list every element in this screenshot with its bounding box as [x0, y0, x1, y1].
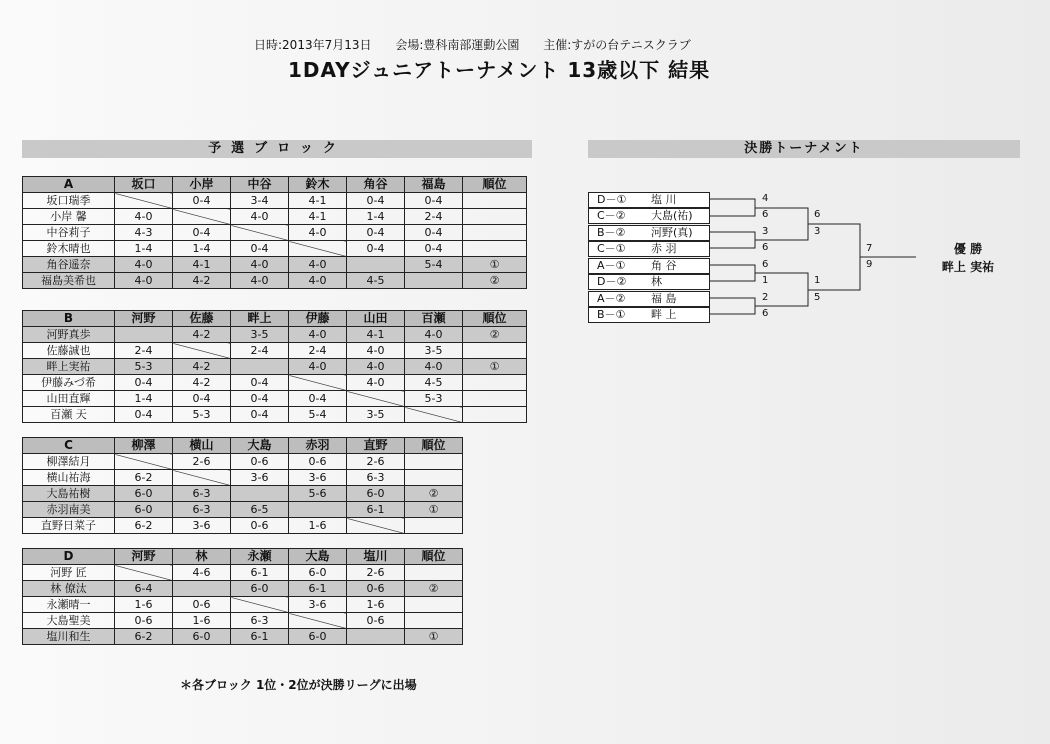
score-cell: 4-0 [405, 359, 463, 375]
score-cell: 4-0 [231, 257, 289, 273]
score-cell: 2-4 [231, 343, 289, 359]
bracket-player: 赤 羽 [651, 242, 677, 255]
score-cell: 4-2 [173, 375, 231, 391]
score-cell: 0-6 [347, 613, 405, 629]
player-name: 河野 匠 [23, 565, 115, 581]
score-cell: 0-4 [405, 225, 463, 241]
score-cell: 0-4 [115, 375, 173, 391]
player-name: 河野真歩 [23, 327, 115, 343]
player-name: 山田直輝 [23, 391, 115, 407]
score-cell: 4-0 [347, 343, 405, 359]
event-date: 日時:2013年7月13日 [254, 38, 372, 52]
score-cell: 4-0 [347, 375, 405, 391]
score-cell: 4-2 [173, 359, 231, 375]
score-cell: 6-2 [115, 629, 173, 645]
player-name: 林 僚汰 [23, 581, 115, 597]
rank-cell: ① [405, 502, 463, 518]
score-cell: 3-5 [231, 327, 289, 343]
score-cell: 4-0 [289, 273, 347, 289]
score-cell: 4-1 [289, 209, 347, 225]
score-cell: 6-1 [231, 565, 289, 581]
score-cell: 4-0 [231, 273, 289, 289]
column-header: 直野 [347, 438, 405, 454]
score-cell: 4-0 [115, 273, 173, 289]
bracket-score: 1 [762, 275, 769, 286]
column-header: 中谷 [231, 177, 289, 193]
block-label: D [23, 549, 115, 565]
event-venue: 会場:豊科南部運動公園 [395, 38, 520, 52]
column-header: 河野 [115, 549, 173, 565]
score-cell: 2-4 [289, 343, 347, 359]
score-cell: 0-4 [173, 225, 231, 241]
column-header: 大島 [289, 549, 347, 565]
column-header: 角谷 [347, 177, 405, 193]
player-name: 直野日菜子 [23, 518, 115, 534]
score-cell: 1-6 [115, 597, 173, 613]
player-name: 伊藤みづ希 [23, 375, 115, 391]
score-cell: 6-1 [289, 581, 347, 597]
score-cell: 0-4 [231, 407, 289, 423]
bracket-score: 9 [866, 259, 873, 270]
rank-header: 順位 [463, 311, 527, 327]
winner-label: 優 勝 [953, 242, 983, 256]
score-cell: 0-4 [173, 391, 231, 407]
score-cell: 0-4 [289, 391, 347, 407]
rank-cell: ② [463, 273, 527, 289]
score-cell: 0-4 [405, 241, 463, 257]
score-cell: 4-0 [115, 257, 173, 273]
rank-header: 順位 [405, 438, 463, 454]
player-name: 百瀬 天 [23, 407, 115, 423]
score-cell: 4-0 [289, 257, 347, 273]
bracket-player: 畔 上 [651, 308, 677, 321]
score-cell: 6-3 [173, 486, 231, 502]
score-cell: 0-4 [231, 241, 289, 257]
score-cell: 2-6 [347, 454, 405, 470]
column-header: 小岸 [173, 177, 231, 193]
score-cell: 6-0 [231, 581, 289, 597]
column-header: 林 [173, 549, 231, 565]
score-cell: 0-6 [173, 597, 231, 613]
bracket-player: 河野(真) [651, 226, 693, 239]
score-cell: 2-6 [347, 565, 405, 581]
bracket-seed: C－① [597, 242, 626, 255]
footnote: ＊各ブロック 1位・2位が決勝リーグに出場 [180, 678, 417, 692]
score-cell: 1-4 [115, 241, 173, 257]
prelim-header: 予選ブロック [22, 140, 532, 158]
score-cell: 6-0 [347, 486, 405, 502]
bracket-seed: A－② [597, 292, 626, 305]
score-cell: 4-0 [115, 209, 173, 225]
bracket-player: 大島(祐) [651, 209, 693, 222]
column-header: 山田 [347, 311, 405, 327]
bracket-score: 6 [762, 209, 769, 220]
column-header: 畔上 [231, 311, 289, 327]
score-cell: 0-4 [231, 375, 289, 391]
winner-name: 畔上 実祐 [941, 260, 995, 274]
score-cell: 4-6 [173, 565, 231, 581]
bracket-score: 6 [814, 209, 821, 220]
score-cell: 0-6 [347, 581, 405, 597]
score-cell: 6-0 [289, 565, 347, 581]
player-name: 塩川和生 [23, 629, 115, 645]
score-cell: 1-6 [173, 613, 231, 629]
score-cell: 4-0 [289, 359, 347, 375]
score-cell: 3-6 [289, 597, 347, 613]
column-header: 横山 [173, 438, 231, 454]
bracket-score: 2 [762, 292, 769, 303]
score-cell: 6-5 [231, 502, 289, 518]
score-cell: 4-1 [347, 327, 405, 343]
score-cell: 0-4 [347, 193, 405, 209]
bracket-seed: D－② [597, 275, 627, 288]
final-header: 決勝トーナメント [588, 140, 1020, 158]
score-cell: 6-3 [173, 502, 231, 518]
score-cell: 0-6 [289, 454, 347, 470]
bracket-player: 塩 川 [651, 193, 677, 206]
player-name: 横山祐海 [23, 470, 115, 486]
rank-cell: ① [463, 257, 527, 273]
score-cell: 6-3 [231, 613, 289, 629]
player-name: 大島祐樹 [23, 486, 115, 502]
score-cell: 0-4 [173, 193, 231, 209]
bracket-player: 林 [651, 275, 662, 288]
column-header: 塩川 [347, 549, 405, 565]
rank-cell: ① [463, 359, 527, 375]
score-cell: 2-4 [115, 343, 173, 359]
column-header: 赤羽 [289, 438, 347, 454]
column-header: 永瀬 [231, 549, 289, 565]
score-cell: 5-4 [289, 407, 347, 423]
player-name: 中谷莉子 [23, 225, 115, 241]
player-name: 畔上実祐 [23, 359, 115, 375]
score-cell: 5-4 [405, 257, 463, 273]
player-name: 佐藤誠也 [23, 343, 115, 359]
score-cell: 0-4 [231, 391, 289, 407]
score-cell: 3-6 [231, 470, 289, 486]
block-label: B [23, 311, 115, 327]
score-cell: 4-1 [173, 257, 231, 273]
score-cell: 0-6 [115, 613, 173, 629]
score-cell: 0-4 [347, 225, 405, 241]
score-cell: 6-3 [347, 470, 405, 486]
score-cell: 3-4 [231, 193, 289, 209]
bracket-score: 1 [814, 275, 821, 286]
score-cell: 6-1 [347, 502, 405, 518]
score-cell: 5-6 [289, 486, 347, 502]
player-name: 小岸 馨 [23, 209, 115, 225]
score-cell: 0-4 [405, 193, 463, 209]
column-header: 福島 [405, 177, 463, 193]
score-cell: 4-0 [289, 225, 347, 241]
score-cell: 4-5 [347, 273, 405, 289]
bracket-score: 3 [814, 226, 821, 237]
bracket-seed: D－① [597, 193, 627, 206]
bracket-player: 福 島 [651, 292, 677, 305]
score-cell: 6-0 [289, 629, 347, 645]
column-header: 伊藤 [289, 311, 347, 327]
rank-header: 順位 [463, 177, 527, 193]
score-cell: 4-1 [289, 193, 347, 209]
score-cell: 3-6 [173, 518, 231, 534]
column-header: 鈴木 [289, 177, 347, 193]
rank-header: 順位 [405, 549, 463, 565]
event-host: 主催:すがの台テニスクラブ [543, 38, 691, 52]
player-name: 赤羽南美 [23, 502, 115, 518]
score-cell: 3-6 [289, 470, 347, 486]
score-cell: 6-0 [115, 486, 173, 502]
rank-cell: ② [463, 327, 527, 343]
score-cell: 1-4 [173, 241, 231, 257]
player-name: 坂口瑞季 [23, 193, 115, 209]
score-cell: 0-6 [231, 454, 289, 470]
player-name: 柳澤結月 [23, 454, 115, 470]
bracket-seed: B－② [597, 226, 626, 239]
column-header: 坂口 [115, 177, 173, 193]
score-cell: 0-6 [231, 518, 289, 534]
bracket-player: 角 谷 [651, 259, 677, 272]
score-cell: 4-5 [405, 375, 463, 391]
score-cell: 6-2 [115, 518, 173, 534]
score-cell: 3-5 [405, 343, 463, 359]
rank-cell: ② [405, 581, 463, 597]
bracket-seed: B－① [597, 308, 626, 321]
bracket-seed: C－② [597, 209, 626, 222]
bracket-score: 6 [762, 259, 769, 270]
score-cell: 6-0 [115, 502, 173, 518]
score-cell: 0-4 [115, 407, 173, 423]
score-cell: 1-6 [289, 518, 347, 534]
score-cell: 2-6 [173, 454, 231, 470]
score-cell: 4-2 [173, 327, 231, 343]
page-title: 1DAYジュニアトーナメント 13歳以下 結果 [288, 58, 711, 82]
player-name: 角谷遥奈 [23, 257, 115, 273]
score-cell: 4-3 [115, 225, 173, 241]
score-cell: 5-3 [173, 407, 231, 423]
column-header: 河野 [115, 311, 173, 327]
score-cell: 1-4 [347, 209, 405, 225]
score-cell: 5-3 [115, 359, 173, 375]
column-header: 柳澤 [115, 438, 173, 454]
score-cell: 1-6 [347, 597, 405, 613]
bracket-score: 7 [866, 243, 873, 254]
bracket-seed: A－① [597, 259, 626, 272]
player-name: 鈴木晴也 [23, 241, 115, 257]
score-cell: 5-3 [405, 391, 463, 407]
score-cell: 1-4 [115, 391, 173, 407]
score-cell: 4-0 [231, 209, 289, 225]
bracket-score: 4 [762, 193, 769, 204]
player-name: 福島美希也 [23, 273, 115, 289]
score-cell: 6-1 [231, 629, 289, 645]
bracket-score: 5 [814, 292, 821, 303]
score-cell: 4-2 [173, 273, 231, 289]
score-cell: 2-4 [405, 209, 463, 225]
score-cell: 4-0 [405, 327, 463, 343]
score-cell: 6-2 [115, 470, 173, 486]
score-cell: 6-4 [115, 581, 173, 597]
column-header: 佐藤 [173, 311, 231, 327]
column-header: 百瀬 [405, 311, 463, 327]
bracket-score: 6 [762, 242, 769, 253]
player-name: 永瀬晴一 [23, 597, 115, 613]
column-header: 大島 [231, 438, 289, 454]
block-label: A [23, 177, 115, 193]
score-cell: 4-0 [289, 327, 347, 343]
score-cell: 4-0 [347, 359, 405, 375]
score-cell: 3-5 [347, 407, 405, 423]
block-label: C [23, 438, 115, 454]
score-cell: 6-0 [173, 629, 231, 645]
rank-cell: ① [405, 629, 463, 645]
bracket-score: 6 [762, 308, 769, 319]
rank-cell: ② [405, 486, 463, 502]
score-cell: 0-4 [347, 241, 405, 257]
bracket-score: 3 [762, 226, 769, 237]
player-name: 大島聖美 [23, 613, 115, 629]
